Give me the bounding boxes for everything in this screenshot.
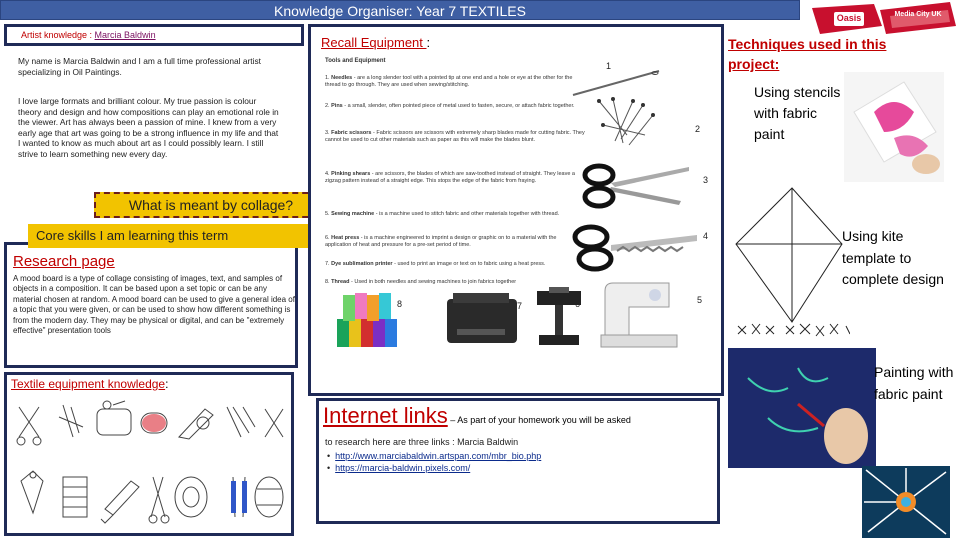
tool-number: 4. xyxy=(325,171,330,177)
tool-name: Pins xyxy=(331,103,343,109)
tool-name: Dye sublimation printer xyxy=(331,261,393,267)
tool-desc: - used to print an image or text on to fabric using a heat press. xyxy=(392,261,546,267)
recall-suffix: : xyxy=(426,35,431,50)
research-panel xyxy=(4,242,298,368)
internet-heading: Internet links xyxy=(323,403,448,428)
tool-name: Sewing machine xyxy=(331,211,375,217)
core-skills-label: Core skills I am learning this term xyxy=(36,228,229,243)
collage-question xyxy=(94,192,328,218)
pinking-shears-icon xyxy=(571,217,701,277)
tool-desc: - Used in both needles and sewing machines to join fabrics together xyxy=(349,279,517,285)
tool-name: Fabric scissors xyxy=(331,130,372,136)
tools-table-title: Tools and Equipment xyxy=(325,58,386,64)
recall-equipment-panel xyxy=(308,24,724,396)
internet-intro: to research here are three links : Marcia Baldwin xyxy=(325,437,519,447)
fabric-scissors-icon xyxy=(581,161,691,211)
tool-desc: - are a long slender tool with a pointed tip at one end and a hole or eye at the other for the thread to go through. They are used when sewing/stitching. xyxy=(325,75,573,89)
link-artspan[interactable]: http://www.marciabaldwin.artspan.com/mbr_bio.php xyxy=(335,451,542,461)
printer-icon xyxy=(443,289,523,351)
tool-label-5: 5 xyxy=(697,295,703,305)
tool-name: Pinking shears xyxy=(331,171,371,177)
tool-desc: - is a machine engineered to imprint a design or graphic on to a material with the application of heat and pressure for a pre-set period of time. xyxy=(325,235,557,249)
painting-text: Painting with fabric paint xyxy=(874,364,954,402)
tool-name: Heat press xyxy=(331,235,360,241)
tool-desc: - Fabric scissors are scissors with extremely sharp blades made for cutting fabric. They cannot be used to cut other materials such as paper as this will make the blades blunt. xyxy=(325,130,585,144)
tool-label-3: 3 xyxy=(703,175,709,185)
textile-equipment-panel xyxy=(4,372,294,536)
techniques-heading: Techniques used in this project: xyxy=(728,36,887,72)
textile-equipment-suffix: : xyxy=(165,377,169,391)
kite-text: Using kite template to complete design xyxy=(842,228,944,287)
tool-number: 6. xyxy=(325,235,330,241)
needle-icon xyxy=(571,67,661,97)
internet-tagline: – As part of your homework you will be asked xyxy=(447,415,631,425)
bullet-icon: • xyxy=(327,463,336,473)
tool-item-1 xyxy=(325,75,585,89)
tool-number: 7. xyxy=(325,261,330,267)
link-item-2 xyxy=(327,463,470,474)
tool-number: 3. xyxy=(325,130,330,136)
tool-number: 8. xyxy=(325,279,330,285)
tool-desc: - are scissors, the blades of which are saw-toothed instead of straight. They leave a zigzag pattern instead of a straight edge. This stops the edge of the fabric from fraying. xyxy=(325,171,575,185)
bullet-icon: • xyxy=(327,451,336,461)
link-pixels[interactable]: https://marcia-baldwin.pixels.com/ xyxy=(335,463,471,473)
tool-item-5 xyxy=(325,211,575,218)
tool-item-4 xyxy=(325,171,585,185)
artist-heading-box xyxy=(4,24,304,46)
tool-name: Thread xyxy=(331,279,350,285)
tool-desc: - a small, slender, often pointed piece of metal used to fasten, secure, or attach fabric together. xyxy=(342,103,575,109)
tool-item-2 xyxy=(325,103,585,110)
media-city-logo-text: Media City UK xyxy=(894,11,942,18)
artist-name: Marcia Baldwin xyxy=(94,30,156,40)
stencil-photo-icon xyxy=(844,72,944,182)
tool-label-1: 1 xyxy=(606,61,612,71)
pins-icon xyxy=(593,95,663,149)
internet-links-panel xyxy=(316,398,720,524)
artist-paragraph-1: My name is Marcia Baldwin and I am a full time professional artist specializing in Oil Paintings. xyxy=(18,56,261,77)
tool-item-7 xyxy=(325,261,575,268)
page-title: Knowledge Organiser: Year 7 TEXTILES xyxy=(0,0,800,20)
heat-press-icon xyxy=(529,285,589,351)
kite-template-icon xyxy=(730,184,850,344)
tool-label-2: 2 xyxy=(695,124,701,134)
research-heading: Research page xyxy=(13,253,115,270)
tool-name: Needles xyxy=(331,75,353,81)
link-item-1 xyxy=(327,451,541,462)
artist-paragraph-2: I love large formats and brilliant colour. My true passion is colour theory and design and how compositions can play an emotional role in the viewer. Art has always been a passion of mine. I knew from a very early age that art was going to be a strong influence in my life and that I wanted to know as much about art as I could possibly learn. I still strive to learn something new every day. xyxy=(18,96,279,159)
artist-heading-prefix: Artist knowledge : xyxy=(21,30,95,40)
stencils-text: Using stencils with fabric paint xyxy=(754,84,841,142)
tool-number: 1. xyxy=(325,75,330,81)
tool-label-7: 7 xyxy=(517,301,523,311)
art-photo-icon xyxy=(862,466,950,538)
tool-number: 5. xyxy=(325,211,330,217)
tool-number: 2. xyxy=(325,103,330,109)
equipment-sketches-icon xyxy=(13,397,291,537)
sewing-machine-icon xyxy=(599,277,679,351)
collage-question-label: What is meant by collage? xyxy=(128,197,294,213)
recall-heading: Recall Equipment xyxy=(321,35,427,50)
tool-label-6: 6 xyxy=(575,299,581,309)
tool-label-4: 4 xyxy=(703,231,709,241)
core-skills-label-box xyxy=(28,224,326,248)
textile-equipment-heading: Textile equipment knowledge xyxy=(11,377,166,391)
techniques-panel xyxy=(726,30,958,538)
painting-photo-icon xyxy=(728,348,876,468)
research-text: A mood board is a type of collage consisting of images, text, and samples of objects in a composition. It can be based upon a set topic or can be any material chosen at random. A mood board can be used to give a general idea of a topic that you were given, or can be used to show how different something is from the modern day. They may be physical or digital, and can be "extremely effective" presentation tools xyxy=(13,274,295,336)
oasis-logo-text: Oasis xyxy=(836,13,862,23)
artist-knowledge-panel xyxy=(2,24,306,204)
tool-item-3 xyxy=(325,130,585,144)
tool-desc: - is a machine used to stitch fabric and other materials together with thread. xyxy=(374,211,560,217)
tool-label-8: 8 xyxy=(397,299,403,309)
tool-item-6 xyxy=(325,235,575,249)
